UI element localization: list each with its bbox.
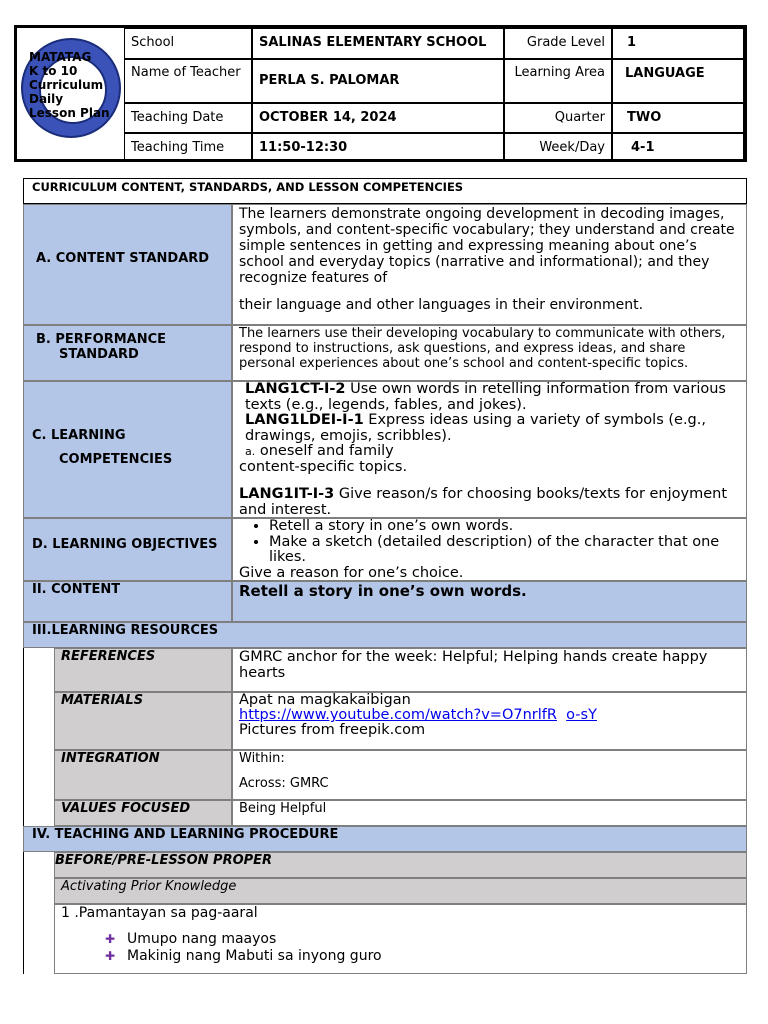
procedure-title: IV. TEACHING AND LEARNING PROCEDURE [23,826,747,852]
grade-label: Grade Level [504,28,612,59]
objectives-text [232,518,747,581]
materials-line-3: Pictures from freepik.com [239,722,426,738]
integration-text [232,750,747,800]
competency-2-sub-cont: content-specific topics. [239,458,408,475]
competency-2-sub [239,444,740,460]
school-value: SALINAS ELEMENTARY SCHOOL [252,28,504,59]
competencies-label-line-2: COMPETENCIES [59,452,173,467]
plan-title-line: Lesson Plan [29,106,110,120]
week-value: 4-1 [612,133,744,162]
content-standard-text [232,204,747,325]
header-table [14,25,747,162]
objective-extra: Give a reason for one’s choice. [239,564,464,581]
quarter-label: Quarter [504,103,612,133]
objectives-label: D. LEARNING OBJECTIVES [23,518,232,581]
performance-standard-label-line-1: B. PERFORMANCE [36,332,167,347]
plan-title-line: Daily [29,92,64,106]
integration-within: Within: [239,751,285,766]
standards-box [54,904,747,974]
time-value: 11:50-12:30 [252,133,504,162]
competency-1-code: LANG1CT-I-2 [245,381,346,397]
integration-across: Across: GMRC [239,776,329,791]
materials-line-1: Apat na magkakaibigan [239,692,411,708]
performance-standard-text: The learners use their developing vocabulary to communicate with others, respond to instructions, ask questions, and express ideas, and share personal experiences about one’s school and content-specific topics. [232,325,747,381]
standards-title: 1 .Pamantayan sa pag-aaral [61,905,258,921]
performance-standard-label [23,325,232,381]
integration-label: INTEGRATION [54,750,232,800]
arrow-bullet-icon: ✚ [105,932,116,946]
rule-text: Umupo nang maayos [127,931,277,947]
competency-3-text: Give reason/s for choosing books/texts for enjoyment and interest. [239,486,728,518]
plan-title-line: MATATAG [29,50,92,64]
area-label: Learning Area [504,59,612,103]
content-standard-label: A. CONTENT STANDARD [23,204,232,325]
teacher-value: PERLA S. PALOMAR [252,59,504,103]
materials-label: MATERIALS [54,692,232,750]
video-link[interactable]: https://www.youtube.com/watch?v=O7nrlfR [239,707,557,723]
references-label: REFERENCES [54,648,232,692]
left-border [23,648,24,828]
competency-2 [239,413,740,444]
week-label: Week/Day [504,133,612,162]
section-title-curriculum: CURRICULUM CONTENT, STANDARDS, AND LESSON COMPETENCIES [23,178,747,204]
activating-prior-knowledge: Activating Prior Knowledge [54,878,747,904]
sub-text: oneself and family [255,443,394,459]
content-standard-paragraph-1: The learners demonstrate ongoing development in decoding images, symbols, and content-specific vocabulary; they understand and create simple sentences in getting and expressing meaning about one’s school and everyday topics (narrative and informational); and they recognize features of [239,206,735,286]
performance-standard-label-line-2: STANDARD [59,347,139,362]
video-link-cont[interactable]: o-sY [566,707,597,723]
content-label: II. CONTENT [23,581,232,622]
school-label: School [124,28,252,59]
competency-3 [239,487,740,518]
competency-1 [239,382,740,413]
plan-title-line: K to 10 [29,64,78,78]
objective-item: • Make a sketch (detailed description) of the character that one likes. [269,535,740,566]
rule-item [61,931,740,948]
arrow-bullet-icon: ✚ [105,949,116,963]
objective-item: • Retell a story in one’s own words. [269,519,740,535]
materials-text [232,692,747,750]
sub-letter: a. [245,445,256,458]
date-value: OCTOBER 14, 2024 [252,103,504,133]
grade-value: 1 [612,28,744,59]
competency-2-text: Express ideas using a variety of symbols (e.g., drawings, emojis, scribbles). [245,412,706,444]
competency-3-code: LANG1IT-I-3 [239,486,335,502]
competencies-text [232,381,747,518]
references-text: GMRC anchor for the week: Helpful; Helping hands create happy hearts [232,648,747,692]
area-value: LANGUAGE [612,59,744,103]
rule-text: Makinig nang Mabuti sa inyong guro [127,948,382,964]
values-text: Being Helpful [232,800,747,826]
teacher-label: Name of Teacher [124,59,252,103]
competencies-label-line-1: C. LEARNING [32,428,126,443]
objectives-list [239,519,740,566]
content-standard-paragraph-2: their language and other languages in their environment. [239,297,644,313]
before-lesson-title: BEFORE/PRE-LESSON PROPER [54,852,747,878]
rule-item [61,948,740,965]
date-label: Teaching Date [124,103,252,133]
time-label: Teaching Time [124,133,252,162]
materials-link-row [239,708,740,723]
plan-title [29,50,139,120]
values-label: VALUES FOCUSED [54,800,232,826]
content-text: Retell a story in one’s own words. [232,581,747,622]
left-border-2 [23,852,24,974]
plan-title-line: Curriculum [29,78,104,92]
quarter-value: TWO [612,103,744,133]
resources-title: III.LEARNING RESOURCES [23,622,747,648]
competency-2-code: LANG1LDEI-I-1 [245,412,364,428]
competencies-label [23,381,232,518]
competency-1-text: Use own words in retelling information from various texts (e.g., legends, fables, and jokes). [245,381,726,413]
